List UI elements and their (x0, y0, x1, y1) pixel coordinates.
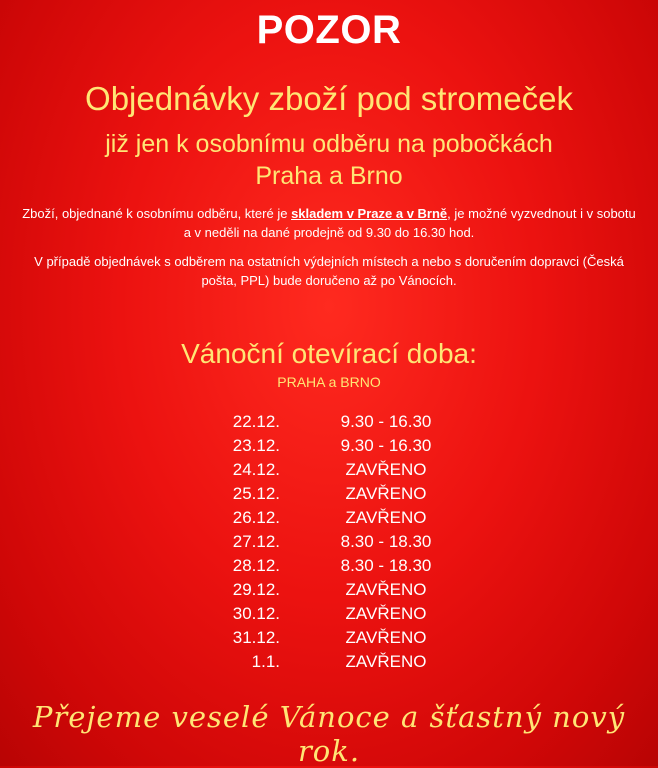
opening-hours-title: Vánoční otevírací doba: (181, 338, 477, 369)
schedule-date: 24.12. (232, 460, 280, 479)
subline-pickup: již jen k osobnímu odběru na pobočkách (105, 130, 553, 158)
schedule-hours: 9.30 - 16.30 (340, 412, 432, 431)
schedule-date: 25.12. (232, 484, 280, 503)
schedule-row (0, 460, 658, 484)
info-paragraph-stock (20, 204, 638, 242)
schedule-row (0, 532, 658, 556)
headline: Objednávky zboží pod stromeček (85, 80, 573, 117)
schedule-date: 30.12. (232, 604, 280, 623)
schedule-date: 22.12. (232, 412, 280, 431)
schedule-hours: ZAVŘENO (345, 460, 427, 479)
schedule-date: 31.12. (232, 628, 280, 647)
notice-title: POZOR (256, 8, 402, 52)
opening-hours-subtitle: PRAHA a BRNO (277, 374, 381, 390)
info-text-after: , je možné vyzvednout i v sobotu a v neděli na dané prodejně od 9.30 do 16.30 hod. (183, 206, 636, 240)
schedule-row (0, 604, 658, 628)
schedule-hours: ZAVŘENO (345, 652, 427, 671)
schedule-hours: ZAVŘENO (345, 508, 427, 527)
schedule-row (0, 580, 658, 604)
subline-cities: Praha a Brno (255, 162, 403, 190)
schedule-hours: ZAVŘENO (345, 628, 427, 647)
schedule-hours: 8.30 - 18.30 (340, 556, 432, 575)
schedule-row (0, 628, 658, 652)
stock-link[interactable]: skladem v Praze a v Brně (291, 206, 448, 221)
schedule-row (0, 652, 658, 676)
schedule-row (0, 508, 658, 532)
schedule-hours: 8.30 - 18.30 (340, 532, 432, 551)
opening-hours-schedule (0, 412, 658, 676)
info-text-before: Zboží, objednané k osobnímu odběru, které je (22, 206, 292, 221)
schedule-date: 23.12. (232, 436, 280, 455)
schedule-date: 28.12. (232, 556, 280, 575)
info-paragraph-delivery: V případě objednávek s odběrem na ostatních výdejních místech a nebo s doručením dopravci (Česká pošta, PPL) bude doručeno až po Vánocích. (34, 254, 624, 288)
schedule-date: 26.12. (232, 508, 280, 527)
schedule-row (0, 556, 658, 580)
schedule-hours: ZAVŘENO (345, 580, 427, 599)
schedule-hours: ZAVŘENO (345, 484, 427, 503)
schedule-hours: ZAVŘENO (345, 604, 427, 623)
schedule-row (0, 436, 658, 460)
schedule-date: 27.12. (232, 532, 280, 551)
schedule-row (0, 484, 658, 508)
christmas-greeting: Přejeme veselé Vánoce a šťastný nový rok. (32, 700, 626, 768)
schedule-hours: 9.30 - 16.30 (340, 436, 432, 455)
schedule-date: 29.12. (232, 580, 280, 599)
schedule-row (0, 412, 658, 436)
schedule-date: 1.1. (251, 652, 280, 671)
